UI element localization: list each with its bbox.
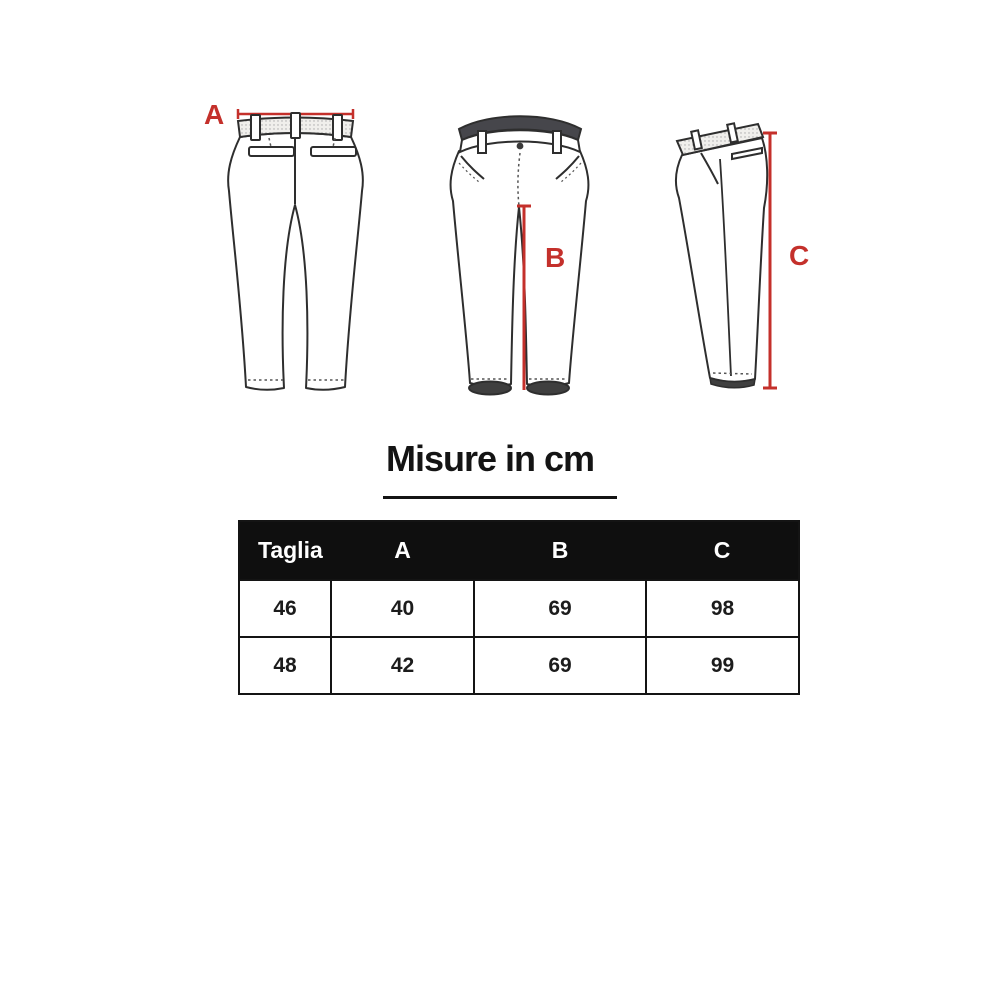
pants-back-view-drawing (205, 100, 370, 400)
cell-size: 46 (239, 580, 331, 637)
cell-b: 69 (474, 637, 646, 694)
header-cell-b: B (474, 521, 646, 580)
cell-b: 69 (474, 580, 646, 637)
table-row-size-48 (239, 637, 799, 694)
cell-c: 98 (646, 580, 799, 637)
header-cell-taglia: Taglia (239, 521, 331, 580)
header-cell-a: A (331, 521, 474, 580)
pants-front-view-drawing (445, 107, 595, 403)
cell-a: 40 (331, 580, 474, 637)
header-cell-c: C (646, 521, 799, 580)
cell-c: 99 (646, 637, 799, 694)
size-table (238, 520, 800, 695)
cell-size: 48 (239, 637, 331, 694)
measure-label-c: C (789, 240, 810, 271)
title-underline (383, 496, 617, 499)
cell-a: 42 (331, 637, 474, 694)
measure-label-b: B (545, 242, 566, 273)
page-title: Misure in cm (385, 438, 595, 479)
table-row-size-46 (239, 580, 799, 637)
table-header-row (239, 521, 799, 580)
waist-button (517, 143, 524, 150)
measure-label-a: A (204, 99, 225, 130)
